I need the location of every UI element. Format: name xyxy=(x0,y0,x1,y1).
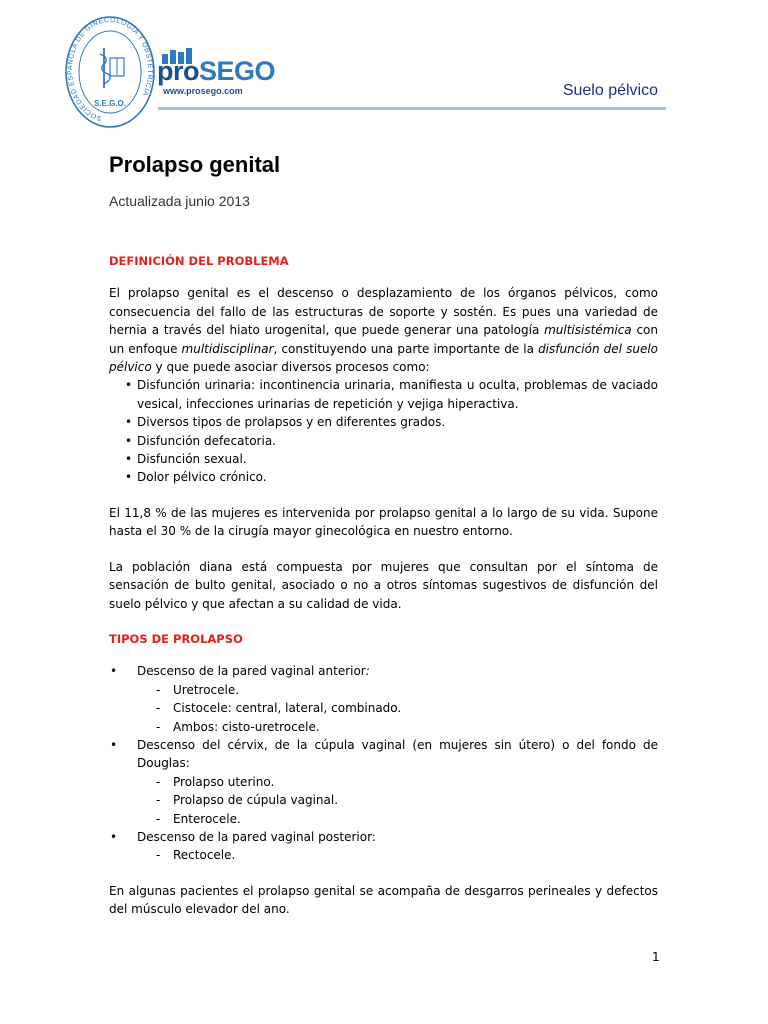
sub-item: - Uretrocele. xyxy=(137,681,658,699)
list-item-label: Descenso de la pared vaginal anterior xyxy=(137,664,366,679)
list-item-label: Descenso del cérvix, de la cúpula vaginal (en mujeres sin útero) o del fondo de Douglas: xyxy=(137,737,658,771)
list-item: • Disfunción sexual. xyxy=(109,450,658,468)
section-heading-types: TIPOS DE PROLAPSO xyxy=(109,631,243,646)
para-text: con un enfoque xyxy=(109,323,658,356)
list-item xyxy=(109,736,658,828)
list-item: • Disfunción defecatoria. xyxy=(109,432,658,450)
sub-list xyxy=(137,681,658,736)
page-subtitle: Actualizada junio 2013 xyxy=(109,193,250,209)
list-item: • Disfunción urinaria: incontinencia urinaria, manifiesta u oculta, problemas de vaciado vesical, infecciones urinarias de repetición y vejiga hiperactiva. xyxy=(109,376,658,413)
associated-processes-list xyxy=(109,376,658,486)
list-item xyxy=(109,828,658,865)
seal-abbreviation: S.E.G.O. xyxy=(93,99,127,108)
sub-item: - Rectocele. xyxy=(137,846,658,864)
para-emphasis: multidisciplinar xyxy=(181,341,274,356)
prolapse-types-list xyxy=(109,662,658,864)
list-item-label: Descenso de la pared vaginal posterior: xyxy=(137,829,376,844)
prosego-logo xyxy=(157,56,275,87)
section-heading-definition: DEFINICIÓN DEL PROBLEMA xyxy=(109,254,289,268)
sub-item: - Cistocele: central, lateral, combinado. xyxy=(137,699,658,717)
document-body xyxy=(109,252,658,919)
sub-item: - Ambos: cisto-uretrocele. xyxy=(137,718,658,736)
prevalence-paragraph: El 11,8 % de las mujeres es intervenida por prolapso genital a lo largo de su vida. Supone hasta el 30 % de la cirugía mayor ginecológica en nuestro entorno. xyxy=(109,505,658,539)
para-text: El prolapso genital es el descenso o desplazamiento de los órganos pélvicos, como consecuencia del fallo de las estructuras de soporte y sostén. Es pues una variedad de hernia a través del hiato urogenital, que puede generar una patología xyxy=(109,286,658,338)
section-label: Suelo pélvico xyxy=(562,82,658,99)
header-divider xyxy=(158,107,666,110)
para-text: y que puede asociar diversos procesos como: xyxy=(151,360,430,375)
logo-url[interactable]: www.prosego.com xyxy=(163,86,243,96)
target-population-paragraph: La población diana está compuesta por mujeres que consultan por el síntoma de sensación de bulto genital, asociado o no a otros síntomas sugestivos de disfunción del suelo pélvico y que afectan a su calidad de vida. xyxy=(109,559,658,611)
para-text: , constituyendo una parte importante de la xyxy=(273,341,539,356)
sub-item: - Enterocele. xyxy=(137,810,658,828)
seal-ring-text: SOCIEDAD ESPAÑOLA DE GINECOLOGÍA Y OBSTETRICIA xyxy=(66,16,154,122)
logo-sego-text: SEGO xyxy=(199,56,276,86)
page-number: 1 xyxy=(652,950,660,964)
list-item: • Dolor pélvico crónico. xyxy=(109,468,658,486)
closing-paragraph: En algunas pacientes el prolapso genital se acompaña de desgarros perineales y defectos del músculo elevador del ano. xyxy=(109,883,658,917)
para-emphasis: disfunción del suelo pélvico xyxy=(109,341,659,375)
sego-seal-logo xyxy=(64,14,156,130)
sub-list xyxy=(137,846,658,864)
list-item xyxy=(109,662,658,736)
sub-list xyxy=(137,773,658,828)
sub-item: - Prolapso de cúpula vaginal. xyxy=(137,791,658,809)
para-emphasis: multisistémica xyxy=(544,323,632,338)
page-title: Prolapso genital xyxy=(109,152,281,177)
list-item-suffix: : xyxy=(365,664,370,679)
list-item: • Diversos tipos de prolapsos y en diferentes grados. xyxy=(109,413,658,431)
sub-item: - Prolapso uterino. xyxy=(137,773,658,791)
caduceus-icon xyxy=(100,48,124,88)
logo-pro-text: pro xyxy=(157,56,199,86)
definition-paragraph xyxy=(109,284,658,376)
